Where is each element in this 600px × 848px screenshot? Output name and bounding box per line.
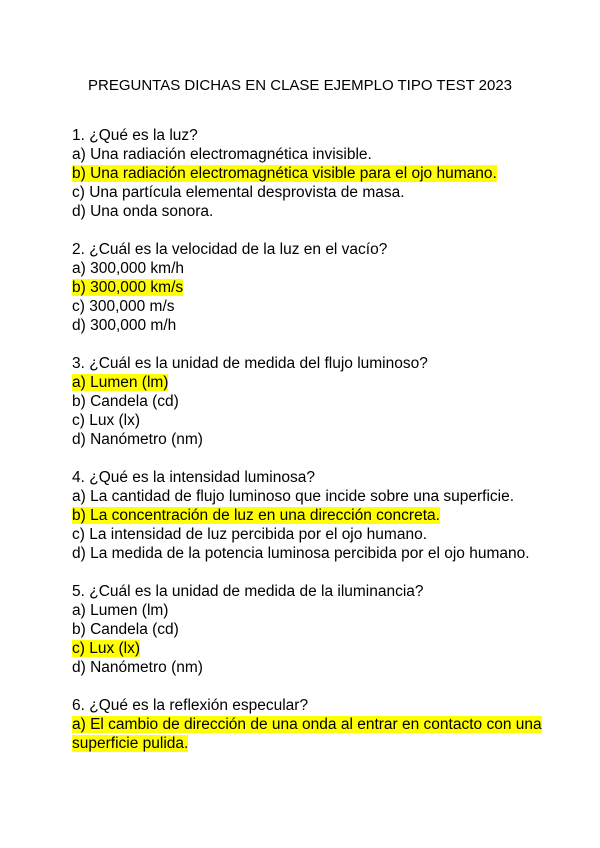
question-text: 2. ¿Cuál es la velocidad de la luz en el vacío?	[72, 241, 388, 258]
question-block	[72, 468, 542, 563]
answer-option-correct	[72, 715, 542, 753]
answer-option	[72, 202, 542, 221]
question-list	[72, 126, 542, 772]
answer-option-correct	[72, 506, 542, 525]
answer-option-text: a) 300,000 km/h	[72, 260, 185, 277]
question-text: 6. ¿Qué es la reflexión especular?	[72, 697, 309, 714]
answer-option	[72, 316, 542, 335]
answer-option	[72, 601, 542, 620]
answer-option-text: a) La cantidad de flujo luminoso que incide sobre una superficie.	[72, 488, 515, 505]
answer-option-text: c) Lux (lx)	[72, 640, 141, 657]
answer-option-text: c) Una partícula elemental desprovista de masa.	[72, 184, 405, 201]
answer-option	[72, 487, 542, 506]
answer-option-text: a) El cambio de dirección de una onda al entrar en contacto con una superficie pulida.	[72, 716, 542, 752]
answer-option-text: d) 300,000 m/h	[72, 317, 177, 334]
answer-option-text: b) Candela (cd)	[72, 621, 179, 638]
question-block	[72, 126, 542, 221]
answer-option	[72, 620, 542, 639]
answer-option-text: d) Una onda sonora.	[72, 203, 214, 220]
answer-option-text: b) La concentración de luz en una dirección concreta.	[72, 507, 440, 524]
question-block	[72, 354, 542, 449]
answer-option-text: a) Lumen (lm)	[72, 602, 169, 619]
answer-option	[72, 145, 542, 164]
answer-option-correct	[72, 373, 542, 392]
answer-option	[72, 658, 542, 677]
answer-option-text: a) Una radiación electromagnética invisible.	[72, 146, 372, 163]
question-text: 4. ¿Qué es la intensidad luminosa?	[72, 469, 315, 486]
answer-option	[72, 297, 542, 316]
document-title: PREGUNTAS DICHAS EN CLASE EJEMPLO TIPO TEST 2023	[87, 77, 513, 94]
answer-option-text: c) La intensidad de luz percibida por el ojo humano.	[72, 526, 428, 543]
answer-option-correct	[72, 278, 542, 297]
answer-option-text: a) Lumen (lm)	[72, 374, 169, 391]
answer-option-text: b) Candela (cd)	[72, 393, 179, 410]
answer-option	[72, 411, 542, 430]
question-block	[72, 696, 542, 753]
answer-option	[72, 183, 542, 202]
question-block	[72, 240, 542, 335]
answer-option	[72, 525, 542, 544]
answer-option-text: b) Una radiación electromagnética visible para el ojo humano.	[72, 165, 497, 182]
answer-option-correct	[72, 639, 542, 658]
answer-option	[72, 430, 542, 449]
answer-option	[72, 544, 542, 563]
answer-option-text: d) Nanómetro (nm)	[72, 431, 203, 448]
answer-option-text: c) 300,000 m/s	[72, 298, 175, 315]
answer-option-text: d) Nanómetro (nm)	[72, 659, 203, 676]
answer-option	[72, 392, 542, 411]
question-block	[72, 582, 542, 677]
answer-option	[72, 259, 542, 278]
answer-option-text: b) 300,000 km/s	[72, 279, 184, 296]
answer-option-correct	[72, 164, 542, 183]
question-text: 5. ¿Cuál es la unidad de medida de la iluminancia?	[72, 583, 424, 600]
question-text: 3. ¿Cuál es la unidad de medida del flujo luminoso?	[72, 355, 428, 372]
answer-option-text: c) Lux (lx)	[72, 412, 141, 429]
answer-option-text: d) La medida de la potencia luminosa percibida por el ojo humano.	[72, 545, 530, 562]
question-text: 1. ¿Qué es la luz?	[72, 127, 198, 144]
